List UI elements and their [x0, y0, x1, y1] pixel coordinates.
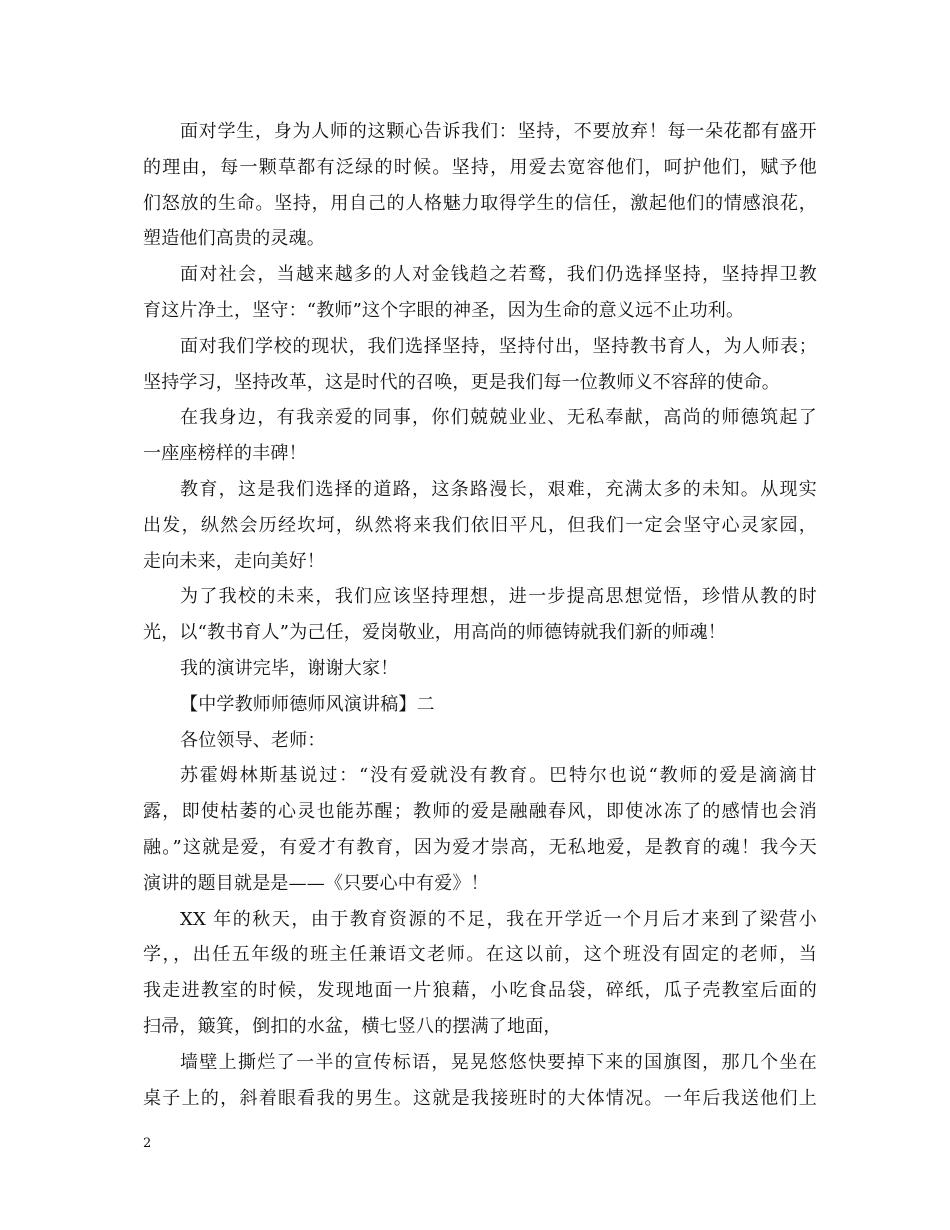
text-line: 【中学教师师德师风演讲稿】二 [180, 693, 435, 715]
text-line: 坚持学习，坚持改革，这是时代的召唤，更是我们每一位教师义不容辞的使命。 [143, 371, 780, 393]
text-line: 面对社会，当越来越多的人对金钱趋之若鹜，我们仍选择坚持，坚持捍卫教 [180, 264, 817, 286]
text-line: 学，，出任五年级的班主任兼语文老师。在这以前，这个班没有固定的老师，当 [143, 944, 817, 966]
text-line: 光，以“教书育人”为己任，爱岗敬业，用高尚的师德铸就我们新的师魂！ [143, 622, 727, 644]
text-line: 出发，纵然会历经坎坷，纵然将来我们依旧平凡，但我们一定会坚守心灵家园， [143, 514, 817, 536]
text-line: 面对学生，身为人师的这颗心告诉我们：坚持，不要放弃！每一朵花都有盛开 [180, 121, 817, 142]
text-line: 融。”这就是爱，有爱才有教育，因为爱才崇高，无私地爱，是教育的魂！我今天 [143, 836, 817, 858]
text-line: 塑造他们高贵的灵魂。 [143, 228, 325, 250]
text-line: 育这片净土，坚守：“教师”这个字眼的神圣，因为生命的意义远不止功利。 [143, 299, 745, 321]
text-line: XX 年的秋天，由于教育资源的不足，我在开学近一个月后才来到了梁营小 [180, 908, 817, 930]
text-line: 走向未来，走向美好！ [143, 550, 325, 572]
text-line: 演讲的题目就是是——《只要心中有爱》！ [143, 872, 489, 894]
document-body [143, 114, 817, 1116]
text-line: 为了我校的未来，我们应该坚持理想，进一步提高思想觉悟，珍惜从教的时 [180, 586, 817, 608]
text-line: 各位领导、老师： [180, 729, 326, 751]
text-line: 苏霍姆林斯基说过：“没有爱就没有教育。巴特尔也说“教师的爱是滴滴甘 [180, 765, 817, 787]
text-line: 我走进教室的时候，发现地面一片狼藉，小吃食品袋，碎纸，瓜子壳教室后面的 [143, 980, 817, 1002]
text-line: 我的演讲完毕，谢谢大家！ [180, 657, 399, 679]
text-line: 墙壁上撕烂了一半的宣传标语，晃晃悠悠快要掉下来的国旗图，那几个坐在 [180, 1051, 817, 1073]
text-line: 一座座榜样的丰碑！ [143, 443, 307, 465]
text-line: 面对我们学校的现状，我们选择坚持，坚持付出，坚持教书育人，为人师表； [180, 335, 817, 357]
text-line: 教育，这是我们选择的道路，这条路漫长，艰难，充满太多的未知。从现实 [180, 478, 817, 500]
text-line: 们怒放的生命。坚持，用自己的人格魅力取得学生的信任，激起他们的情感浪花， [143, 192, 817, 214]
text-line: 露，即使枯萎的心灵也能苏醒；教师的爱是融融春风，即使冰冻了的感情也会消 [143, 801, 817, 823]
text-line: 在我身边，有我亲爱的同事，你们兢兢业业、无私奉献，高尚的师德筑起了 [180, 407, 817, 429]
page-number: 2 [143, 1136, 152, 1151]
text-line: 桌子上的，斜着眼看我的男生。这就是我接班时的大体情况。一年后我送他们上 [143, 1087, 817, 1109]
text-line: 扫帚，簸箕，倒扣的水盆，横七竖八的摆满了地面， [143, 1015, 562, 1037]
text-line: 的理由，每一颗草都有泛绿的时候。坚持，用爱去宽容他们，呵护他们，赋予他 [143, 156, 817, 178]
